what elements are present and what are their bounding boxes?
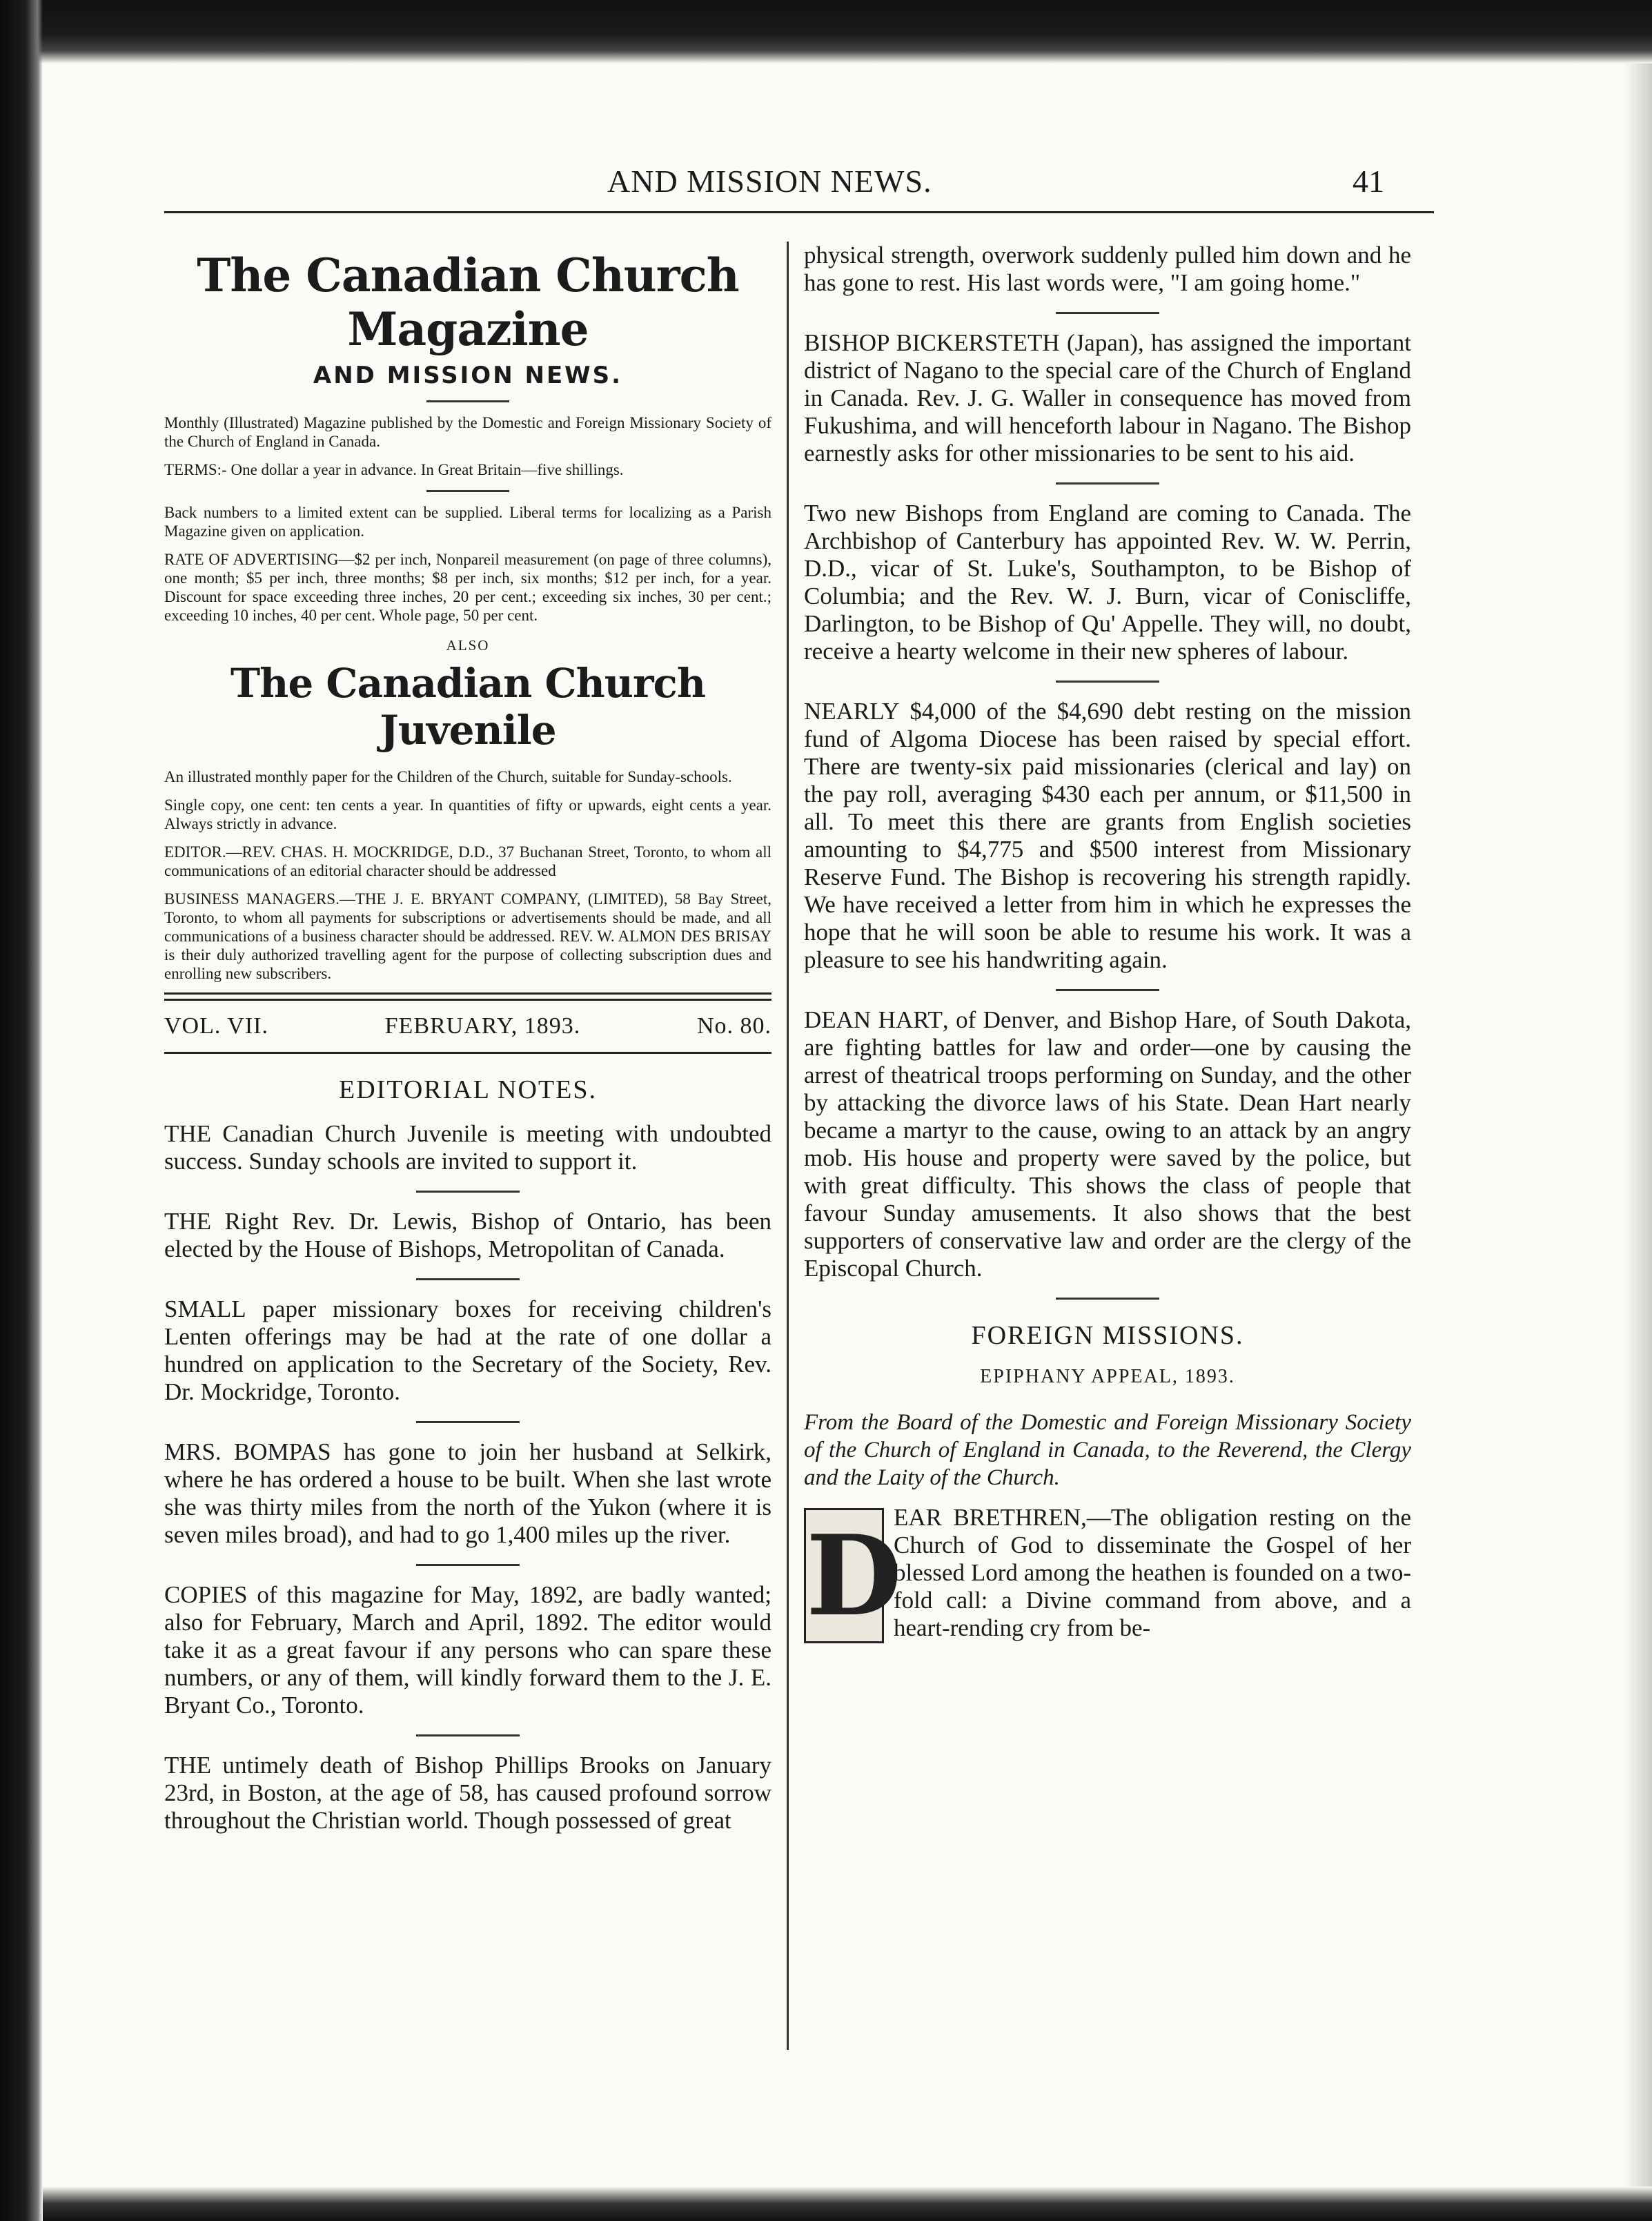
divider xyxy=(416,1278,520,1280)
left-column xyxy=(164,242,771,1834)
back-numbers-note: Back numbers to a limited extent can be supplied. Liberal terms for localizing as a Parish Magazine given on application. xyxy=(164,504,771,540)
editorial-paragraph xyxy=(164,1208,771,1263)
header-rule xyxy=(164,211,1434,213)
news-paragraph: Two new Bishops from England are coming to Canada. The Archbishop of Canterbury has appointed Rev. W. W. Perrin, D.D., vicar of St. Luke's, Southampton, to be Bishop of Columbia; and the Rev. W. J. Burn, vicar of Coniscliffe, Darlington, to be Bishop of Qu' Appelle. They will, no doubt, receive a hearty welcome in their new spheres of labour. xyxy=(804,500,1411,665)
divider xyxy=(426,490,509,492)
issue-date: FEBRUARY, 1893. xyxy=(384,1013,581,1039)
continued-paragraph: physical strength, overwork suddenly pulled him down and he has gone to rest. His last words were, "I am going home." xyxy=(804,242,1411,296)
editorial-paragraph xyxy=(164,1120,771,1175)
double-rule xyxy=(164,992,771,1001)
divider xyxy=(416,1564,520,1566)
news-paragraph xyxy=(804,1006,1411,1282)
divider xyxy=(416,1734,520,1736)
appeal-letter xyxy=(804,1504,1411,1642)
right-column xyxy=(804,242,1411,1643)
divider xyxy=(1056,989,1159,991)
masthead-terms: TERMS:- One dollar a year in advance. In Great Britain—five shillings. xyxy=(164,461,624,478)
divider xyxy=(426,400,509,402)
lead-word: SMALL xyxy=(164,1295,246,1322)
divider xyxy=(1056,681,1159,683)
also-label: ALSO xyxy=(446,637,490,654)
paragraph-text: has gone to join her husband at Selkirk, where he has ordered a house to be built. When she last wrote she was thirty miles from the north of the Yukon (where it is seven miles broad), and had to go 1,400 miles up the river. xyxy=(164,1438,772,1548)
scan-right-shadow xyxy=(1624,63,1652,2186)
paragraph-text: of this magazine for May, 1892, are badly wanted; also for February, March and April, 1892. The editor would take it as a great favour if any persons who can spare these numbers, or any of them, will kindly forward them to the J. E. Bryant Co., Toronto. xyxy=(164,1581,771,1719)
divider xyxy=(416,1191,520,1193)
lead-word: THE xyxy=(164,1120,212,1147)
business-managers-note: BUSINESS MANAGERS.—THE J. E. BRYANT COMPANY, (LIMITED), 58 Bay Street, Toronto, to whom all payments for subscriptions or advertisements should be made, and all communications of a business character should be addressed. REV. W. ALMON DES BRISAY is their duly authorized travelling agent for the purpose of collecting subscription dues and enrolling new subscribers. xyxy=(164,890,771,982)
page-number: 41 xyxy=(1353,164,1384,199)
masthead-description: Monthly (Illustrated) Magazine published by the Domestic and Foreign Missionary Society of the Church of England in Canada. xyxy=(164,414,771,450)
divider xyxy=(1056,312,1159,314)
scan-bottom-edge xyxy=(43,2186,1652,2221)
scan-left-edge xyxy=(0,0,43,2221)
paragraph-text: $4,000 of the $4,690 debt resting on the mission fund of Algoma Diocese has been raised by special effort. There are twenty-six paid missionaries (clerical and lay) on the pay roll, averaging $430 each per annum, or $11,500 in all. To meet this there are grants from English societies amounting to $4,775 and $500 interest from Missionary Reserve Fund. The Bishop is recovering his strength rapidly. We have received a letter from him in which he expresses the hope that he will soon be able to resume his work. It was a pleasure to see his handwriting again. xyxy=(804,698,1411,973)
lead-word: COPIES xyxy=(164,1581,248,1608)
dropcap-letter: D xyxy=(804,1508,884,1643)
masthead-title: The Canadian Church Magazine xyxy=(197,248,739,356)
lead-word: THE xyxy=(164,1208,212,1235)
paragraph-text: Right Rev. Dr. Lewis, Bishop of Ontario, has been elected by the House of Bishops, Metropolitan of Canada. xyxy=(164,1208,771,1262)
letter-text: EAR BRETHREN,—The obligation resting on the Church of God to disseminate the Gospel of her blessed Lord among the heathen is founded on a two-fold call: a Divine command from above, and a heart-rending cry from be- xyxy=(894,1504,1411,1641)
paragraph-text: (Japan), has assigned the important district of Nagano to the special care of the Church of England in Canada. Rev. J. G. Waller in consequence has moved from Fukushima, and will henceforth labour in Nagano. The Bishop earnestly asks for other missionaries to be sent to his aid. xyxy=(804,329,1411,467)
column-divider xyxy=(787,242,789,2050)
issue-number: No. 80. xyxy=(696,1013,771,1039)
running-head: AND MISSION NEWS. xyxy=(607,164,932,199)
lead-word: THE xyxy=(164,1752,212,1779)
appeal-heading: EPIPHANY APPEAL, 1893. xyxy=(980,1366,1235,1387)
editorial-paragraph xyxy=(164,1295,771,1406)
paragraph-text: untimely death of Bishop Phillips Brooks on January 23rd, in Boston, at the age of 58, has caused profound sorrow throughout the Christian world. Though possessed of great xyxy=(164,1752,771,1834)
masthead-subtitle: AND MISSION NEWS. xyxy=(313,362,623,389)
paragraph-text: Canadian Church Juvenile is meeting with undoubted success. Sunday schools are invited to support it. xyxy=(164,1120,771,1175)
news-paragraph xyxy=(804,698,1411,974)
juvenile-price: Single copy, one cent: ten cents a year. In quantities of fifty or upwards, eight cents a year. Always strictly in advance. xyxy=(164,796,771,832)
divider xyxy=(416,1421,520,1423)
appeal-intro: From the Board of the Domestic and Foreign Missionary Society of the Church of England in Canada, to the Reverend, the Clergy and the Laity of the Church. xyxy=(804,1410,1411,1490)
advertising-rates: RATE OF ADVERTISING—$2 per inch, Nonpareil measurement (on page of three columns), one month; $5 per inch, three months; $8 per inch, six months; $12 per inch, for a year. Discount for space exceeding three inches, 20 per cent.; exceeding six inches, 30 per cent.; exceeding 10 inches, 40 per cent. Whole page, 50 per cent. xyxy=(164,551,771,624)
juvenile-title: The Canadian Church Juvenile xyxy=(230,660,705,754)
lead-word: MRS. BOMPAS xyxy=(164,1438,331,1465)
lead-word: DEAN HART xyxy=(804,1006,943,1033)
editorial-paragraph xyxy=(164,1752,771,1834)
news-paragraph xyxy=(804,329,1411,467)
divider xyxy=(1056,482,1159,485)
lead-word: NEARLY xyxy=(804,698,900,725)
paragraph-text: paper missionary boxes for receiving children's Lenten offerings may be had at the rate of one dollar a hundred on application to the Secretary of the Society, Rev. Dr. Mockridge, Toronto. xyxy=(164,1295,771,1405)
editorial-heading: EDITORIAL NOTES. xyxy=(339,1075,597,1104)
editorial-paragraph xyxy=(164,1438,771,1549)
editorial-paragraph xyxy=(164,1581,771,1719)
scan-top-edge xyxy=(0,0,1652,63)
issue-rule xyxy=(164,1052,771,1054)
issue-line xyxy=(164,1001,771,1052)
divider xyxy=(1056,1298,1159,1300)
editor-note: EDITOR.—REV. CHAS. H. MOCKRIDGE, D.D., 37 Buchanan Street, Toronto, to whom all communications of an editorial character should be addressed xyxy=(164,843,771,879)
foreign-missions-heading: FOREIGN MISSIONS. xyxy=(971,1321,1244,1350)
issue-volume: VOL. VII. xyxy=(164,1013,268,1039)
juvenile-description: An illustrated monthly paper for the Children of the Church, suitable for Sunday-schools. xyxy=(164,768,732,785)
paragraph-text: , of Denver, and Bishop Hare, of South Dakota, are fighting battles for law and order—one by causing the arrest of theatrical troops performing on Sunday, and the other by attacking the divorce laws of his State. Dean Hart nearly became a martyr to the cause, owing to an attack by an angry mob. His house and property were saved by the police, but with great difficulty. This shows the class of people that favour Sunday amusements. It also shows that the best supporters of conservative law and order are the clergy of the Episcopal Church. xyxy=(804,1006,1411,1282)
lead-word: BISHOP BICKERSTETH xyxy=(804,329,1060,356)
